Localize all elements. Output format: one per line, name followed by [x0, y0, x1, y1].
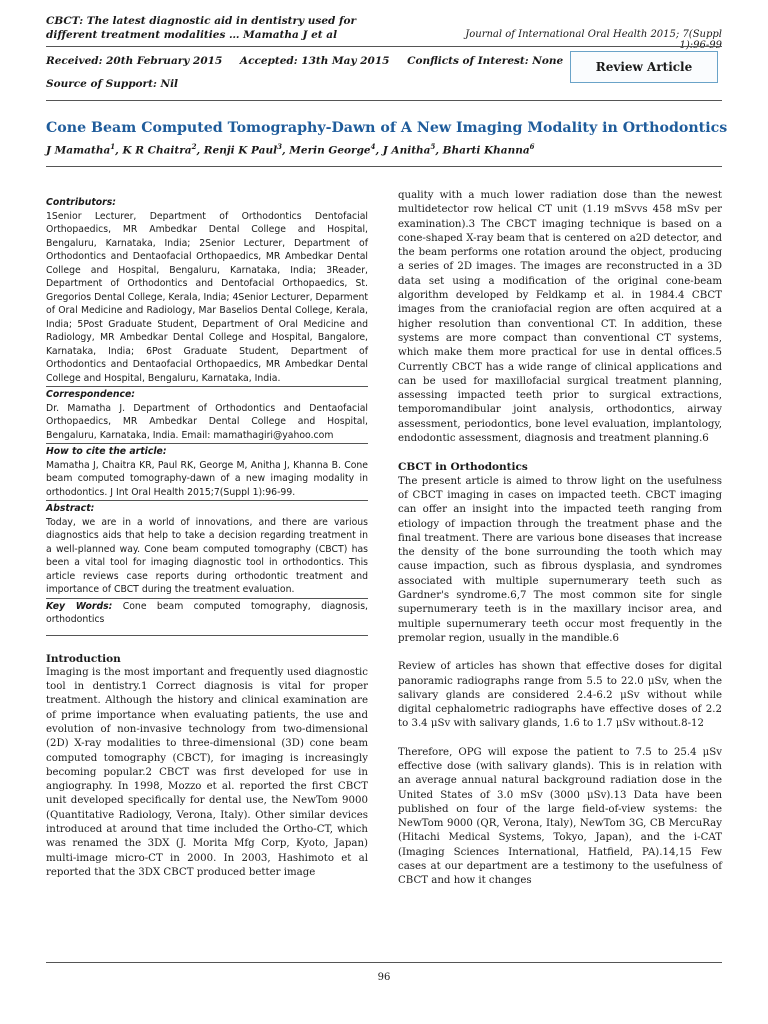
contributors-label: Contributors: [46, 197, 116, 208]
contributors-text: 1Senior Lecturer, Department of Orthodontics Dentofacial Orthopaedics, MR Ambedkar Dental College and Hospital, Bengaluru, Karnataka, India; 2Senior Lecturer, Department of Orthodontics and Dentaofacial Orthopaedics, MR Ambedkar Dental College and Hospital, Bengaluru, Karnataka, India; 3Reader, Department of Orthodontics and Dentofacial Orthopaedics, St. Gregorios Dental College, Kerala, India; 4Senior Lecturer, Deparment of Oral Medicine and Radiology, Mar Baselios Dental College, Kerala, India; 5Post Graduate Student, Department of Oral Medicine and Radiology, MR Ambedkar Dental College and Hospital, Bangalore, Karnataka, India; 6Post Graduate Student, Department of Orthodontics and Dentaofacial Orthopaedics, MR Ambedkar Dental College and Hospital, Bengaluru, Karnataka, India. [46, 210, 368, 384]
spacer [398, 646, 722, 660]
journal-citation: Journal of International Oral Health 2015; 7(Suppl 1):96-99 [465, 29, 722, 51]
section-heading: CBCT in Orthodontics [398, 461, 528, 474]
cite-label: How to cite the article: [46, 446, 167, 457]
author-affiliation: 5 [430, 142, 436, 151]
keywords-label: Key Words: [46, 600, 113, 612]
title-rule [46, 166, 722, 167]
author: J Mamatha [46, 144, 111, 157]
author-affiliation: 3 [277, 142, 282, 151]
body-paragraph: Review of articles has shown that effective doses for digital panoramic radiographs range from 5.5 to 22.0 μSv, when the salivary glands are considered 2.4-6.2 μSv without while digital cephalometric radiographs have effective doses of 2.2 to 3.4 μSv with salivary glands, 1.6 to 1.7 μSv without.8-12 [398, 661, 722, 730]
divider [46, 443, 368, 444]
author: K R Chaitra [122, 144, 192, 157]
intro-heading: Introduction [46, 652, 121, 665]
abstract-label: Abstract: [46, 503, 95, 514]
author-list: J Mamatha$^1$, K R Chaitra$^2$, Renji K Paul$^3$, Merin George$^4$, J Anitha$^5$, Bharti Khanna$^6$ [46, 142, 535, 157]
body-paragraph: Therefore, OPG will expose the patient to 7.5 to 25.4 μSv effective dose (with salivary glands). This is in relation with an average annual natural background radiation dose in the United States of 3.0 mSv (3000 μSv).13 Data have been published on four of the large field-of-view systems: the NewTom 9000 (QR, Verona, Italy), NewTom 3G, CB MercuRay (Hitachi Medical Systems, Tokyo, Japan), and the i-CAT (Imaging Sciences International, Hatfield, PA).14,15 Few cases at our department are a testimony to the usefulness of CBCT and how it changes [398, 746, 722, 887]
running-title: CBCT: The latest diagnostic aid in dentistry used for different treatment modalities … Mamatha J et al [46, 15, 357, 41]
page-number: 96 [377, 972, 391, 983]
article-title: Cone Beam Computed Tomography-Dawn of A New Imaging Modality in Orthodontics [46, 120, 728, 136]
support-source: Source of Support: Nil [46, 78, 179, 90]
author: Renji K Paul [203, 144, 278, 157]
author-affiliation: 1 [110, 142, 116, 151]
author: Merin George [289, 144, 371, 157]
received-date: Received: 20th February 2015 [46, 55, 223, 67]
author-affiliation: 2 [191, 142, 197, 151]
front-matter-box [46, 196, 368, 627]
intro-text: Imaging is the most important and frequently used diagnostic tool in dentistry.1 Correct diagnosis is vital for proper treatment. Although the history and clinical examination are of prime importance when evaluating patients, the use and evolution of non-invasive technology from two-dimensional (2D) X-ray modalities to three-dimensional (3D) cone beam computed tomography (CBCT), for imaging is increasingly becoming popular.2 CBCT was first developed for use in angiography. In 1998, Mozzo et al. reported the first CBCT unit developed specifically for dental use, the NewTom 9000 (Quantitative Radiology, Verona, Italy). Other similar devices introduced at around that time included the Ortho-CT, which was renamed the 3DX (J. Morita Mfg Corp, Kyoto, Japan) multi-image micro-CT in 2000. In 2003, Hashimoto et al reported that the 3DX CBCT produced better image [46, 666, 368, 878]
conflicts: Conflicts of Interest: None [407, 55, 564, 67]
correspondence-text: Dr. Mamatha J. Department of Orthodontics and Dentaofacial Orthopaedics, MR Ambedkar Dental College and Hospital, Bengaluru, Karnataka, India. Email: mamathagiri@yahoo.com [46, 402, 368, 441]
body-paragraph: The present article is aimed to throw light on the usefulness of CBCT imaging in cases on impacted teeth. CBCT imaging can offer an insight into the impacted teeth ranging from etiology of impaction through the treatment phase and the final treatment. There are various bone diseases that increase the density of the bone surrounding the tooth which may cause impaction, such as fibrous dysplasia, and syndromes associated with multiple supernumerary teeth such as Gardner's syndrome.6,7 The most common site for single supernumerary teeth is in the maxillary incisor area, and multiple supernumerary teeth occur most frequently in the premolar region, usually in the mandible.6 [398, 475, 722, 644]
abstract-text: Today, we are in a world of innovations, and there are various diagnostics aids that help to take a decision regarding treatment in a well-planned way. Cone beam computed tomography (CBCT) has been a vital tool for imaging diagnostic tool in orthodontics. This article reviews case reports during orthodontic treatment and importance of CBCT during the treatment evaluation. [46, 516, 368, 595]
divider [46, 386, 368, 387]
right-column [398, 189, 722, 889]
accepted-date: Accepted: 13th May 2015 [239, 55, 390, 67]
keywords-text: Cone beam computed tomography, diagnosis, orthodontics [46, 600, 368, 625]
author: Bharti Khanna [442, 144, 530, 157]
author: J Anitha [382, 144, 431, 157]
header-rule [46, 46, 722, 47]
correspondence-label: Correspondence: [46, 389, 135, 400]
keywords [46, 600, 368, 627]
spacer [398, 732, 722, 746]
footer-rule [46, 962, 722, 963]
author-affiliation: 4 [370, 142, 376, 151]
divider [46, 500, 368, 501]
body-paragraph: quality with a much lower radiation dose than the newest multidetector row helical CT unit (1.19 mSvvs 458 mSv per examination).3 The CBCT imaging technique is based on a cone-shaped X-ray beam that is centered on a2D detector, and the beam performs one rotation around the object, producing a series of 2D images. The images are reconstructed in a 3D data set using a modification of the original cone-beam algorithm developed by Feldkamp et al. in 1984.4 CBCT images from the craniofacial region are often acquired at a higher resolution than conventional CT. In addition, these systems are more compact than conventional CT systems, which make them more practical for use in dental offices.5 Currently CBCT has a wide range of clinical applications and can be used for maxillofacial surgical treatment planning, assessing impacted teeth prior to surgical extractions, temporomandibular joint analysis, orthodontics, airway assessment, periodontics, bone level evaluation, implantology, endodontic assessment, diagnosis and treatment planning.6 [398, 190, 722, 445]
author-affiliation: 6 [529, 142, 535, 151]
divider [46, 598, 368, 599]
dates-line [46, 55, 577, 67]
left-column [46, 196, 368, 880]
meta-rule [46, 100, 722, 101]
spacer [398, 446, 722, 460]
article-type-badge: Review Article [570, 51, 718, 83]
section-rule [46, 635, 368, 636]
cite-text: Mamatha J, Chaitra KR, Paul RK, George M, Anitha J, Khanna B. Cone beam computed tomography-dawn of a new imaging modality in orthodontics. J Int Oral Health 2015;7(Suppl 1):96-99. [46, 459, 368, 498]
